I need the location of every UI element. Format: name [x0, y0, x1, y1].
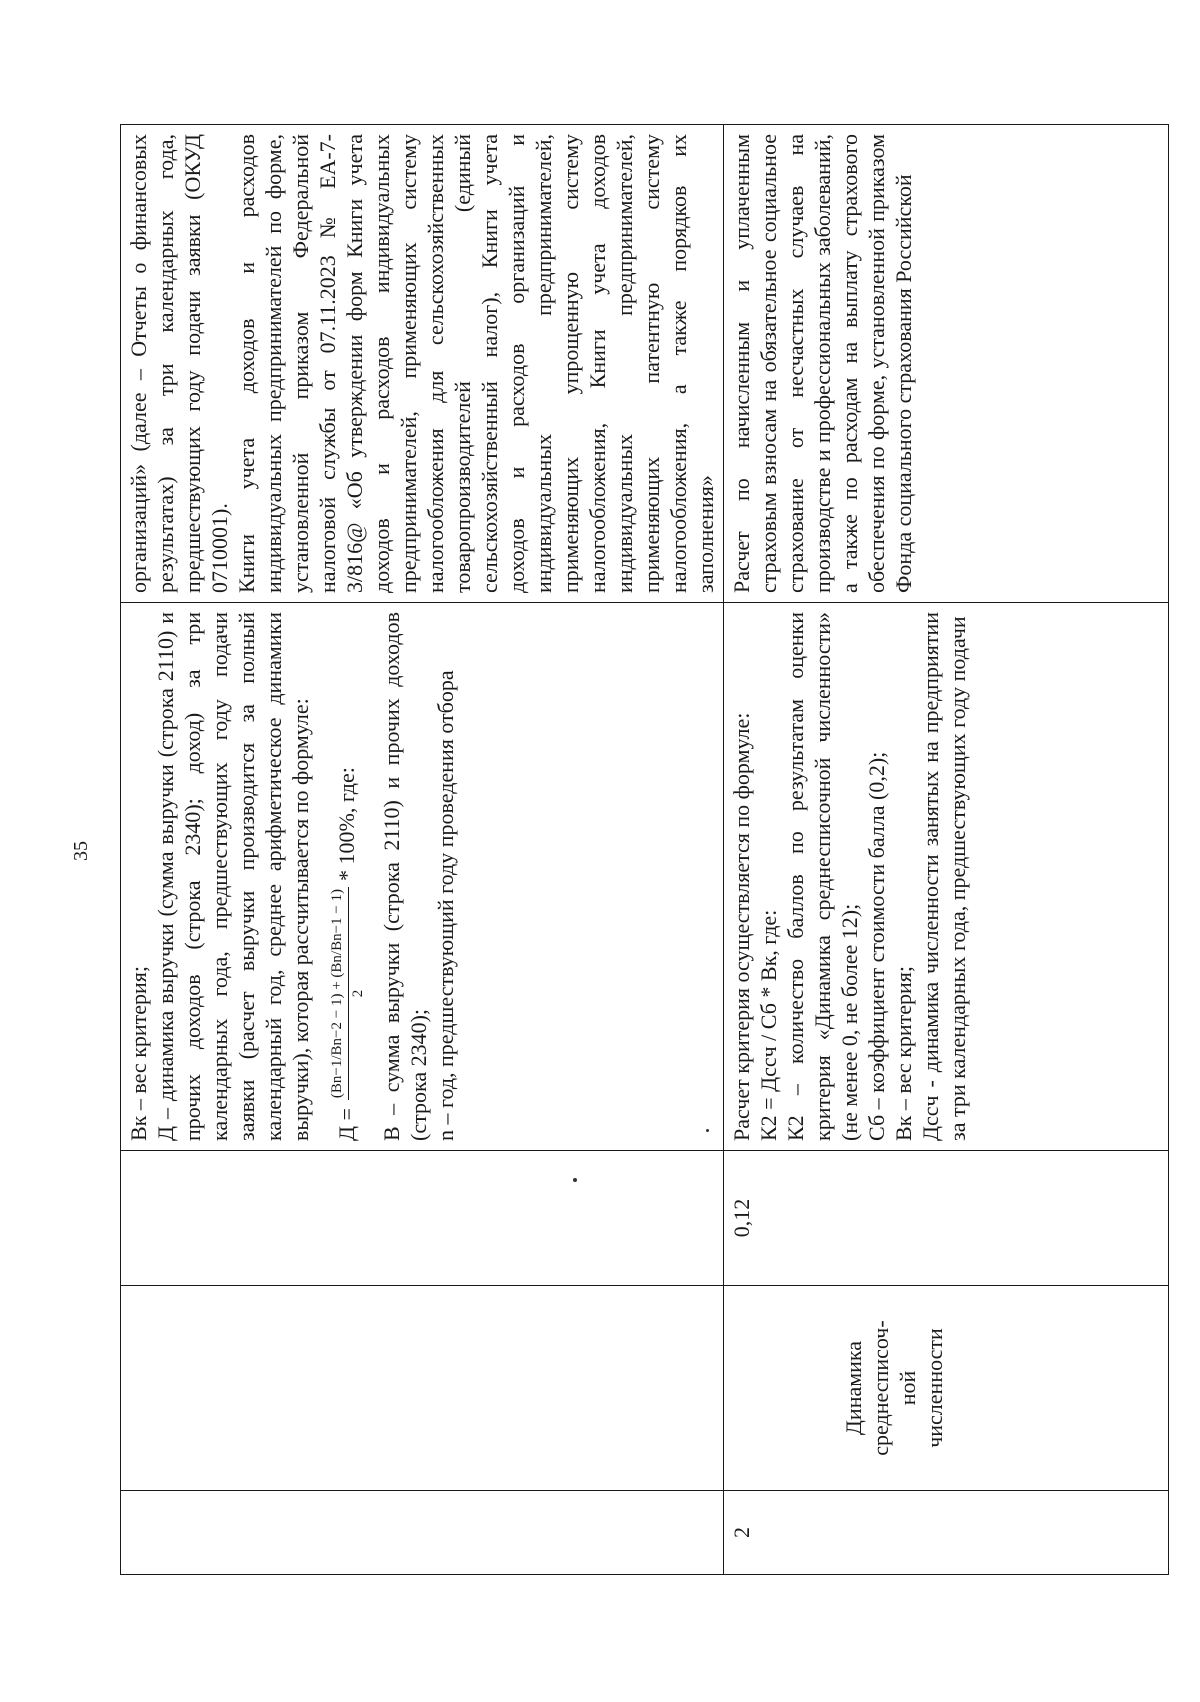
row1-desc-line: Д – динамика выручки (сумма выручки (строка 2110) и прочих доходов (строка 2340); доход) за три календарных года, предшествующих году подачи заявки (расчет выручки производится за полный календарный год, среднее арифметическое динамики выручки), которая рассчитывается по формуле: [153, 612, 313, 1141]
row2-number: 2 [724, 1491, 1169, 1575]
row1-desc-line: n – год, предшествующий году проведения отбора [433, 670, 458, 1141]
row2-desc-line: Расчет критерия осуществляется по формуле: [729, 712, 754, 1141]
row1-number [121, 1491, 724, 1575]
row1-weight [121, 1151, 724, 1286]
scan-speck [706, 1129, 709, 1132]
row1-source-documents [121, 125, 724, 603]
row2-desc-line: Сб – коэффициент стоимости балла (0,2); [864, 751, 889, 1141]
scan-speck [573, 1178, 577, 1182]
formula-lhs: Д = [333, 1108, 359, 1141]
row1-name [121, 1286, 724, 1491]
row2-source-documents [724, 125, 1169, 603]
formula-fraction [326, 887, 367, 1100]
row2-desc-line: К2 = Дсcч / Сб * Вк, где: [756, 909, 781, 1141]
row2-source-text: Расчет по начисленным и уплаченным страховым взносам на обязательное социальное страхование от несчастных случаев на производстве и профессиональных заболеваний, а также по расходам на выплату страхового обеспечения по форме, установленной приказом Фонда социального страхования Российской [729, 134, 916, 593]
page-number: 35 [70, 841, 92, 861]
row1-desc-line: Вк – вес критерия; [126, 965, 151, 1141]
row2-name-text: Динамика среднесписоч- ной численности [841, 1320, 947, 1456]
formula-numerator: (Bn−1/Bn−2 − 1) + (Bn/Bn−1 − 1) [326, 887, 349, 1100]
row2-desc-line: Дсcч - динамика численности занятых на предприятии за три календарных года, предшествующих году подачи [918, 612, 970, 1141]
row1-description [121, 603, 724, 1151]
row2-weight: 0,12 [724, 1151, 1169, 1286]
criteria-table [120, 124, 1169, 1575]
row2-name [724, 1286, 1169, 1491]
row2-desc-line: Вк – вес критерия; [891, 965, 916, 1141]
row1-desc-line: В – сумма выручки (строка 2110) и прочих доходов (строка 2340); [379, 612, 431, 1141]
formula-denominator: 2 [349, 989, 366, 998]
revenue-formula [314, 612, 378, 1141]
table-row [724, 125, 1169, 1575]
row2-desc-line: К2 – количество баллов по результатам оценки критерия «Динамика среднесписочной численности» (не менее 0, не более 12); [783, 612, 862, 1141]
table-row [121, 125, 724, 1575]
row1-source-text: организаций» (далее – Отчеты о финансовых результатах) за три календарных года, предшествующих году подачи заявки (ОКУД 0710001). Книги учета доходов и расходов индивидуальных предпринимателей по форме, установленной приказом Федеральной налоговой службы от 07.11.2023 № ЕА-7-3/816@ «Об утверждении форм Книги учета доходов и расходов индивидуальных предпринимателей, применяющих систему налогообложения для сельскохозяйственных товаропроизводителей (единый сельскохозяйственный налог), Книги учета доходов и расходов организаций и индивидуальных предпринимателей, применяющих упрощенную систему налогообложения, Книги учета доходов индивидуальных предпринимателей, применяющих патентную систему налогообложения, а также порядков их заполнения» [126, 134, 718, 593]
row2-description [724, 603, 1169, 1151]
formula-rhs: * 100%, где: [333, 767, 359, 881]
